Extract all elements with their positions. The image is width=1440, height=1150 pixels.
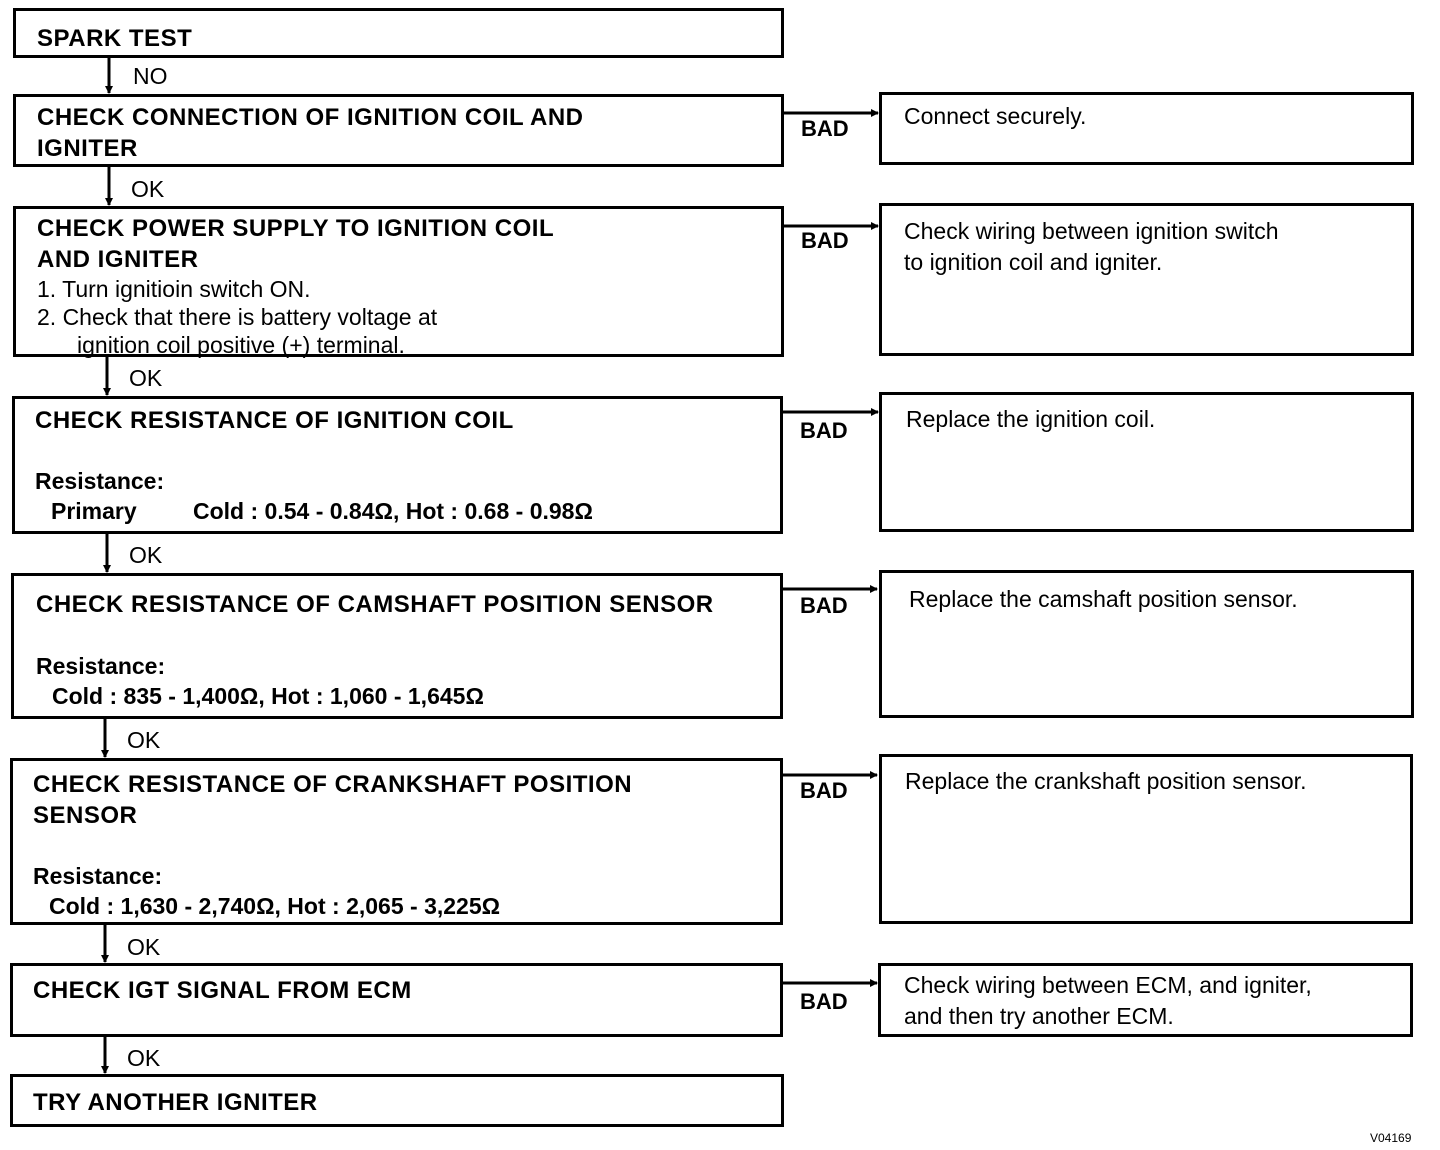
bad-label: BAD: [800, 778, 848, 803]
bad-label: BAD: [800, 593, 848, 618]
bad-label: BAD: [801, 116, 849, 141]
action-box-replace-ignition-coil: [879, 392, 1414, 532]
step-title: SENSOR: [33, 802, 138, 829]
ok-label: OK: [127, 934, 161, 960]
final-step-box: [10, 1074, 784, 1127]
step-title: CHECK IGT SIGNAL FROM ECM: [33, 977, 412, 1004]
action-box-connect-securely: [879, 92, 1414, 165]
procedure-line: 2. Check that there is battery voltage at: [37, 304, 438, 330]
step-title: CHECK POWER SUPPLY TO IGNITION COIL: [37, 215, 555, 242]
step-title: CHECK RESISTANCE OF CAMSHAFT POSITION SENSOR: [36, 591, 714, 618]
final-step-title: TRY ANOTHER IGNITER: [33, 1089, 318, 1116]
ok-label: OK: [127, 1045, 161, 1071]
spec-label: Resistance:: [35, 468, 165, 494]
action-text: Replace the ignition coil.: [906, 406, 1156, 432]
step-title: CHECK RESISTANCE OF IGNITION COIL: [35, 407, 514, 434]
bad-label: BAD: [800, 989, 848, 1014]
action-text: Replace the camshaft position sensor.: [909, 586, 1298, 612]
ok-label: OK: [129, 542, 163, 568]
step-box-power-supply: [13, 206, 784, 357]
spec-value: Cold : 0.54 - 0.84Ω, Hot : 0.68 - 0.98Ω: [193, 498, 593, 524]
step-box-ignition-coil-resistance: [12, 396, 783, 534]
action-text: and then try another ECM.: [904, 1003, 1174, 1029]
step-box-ignition-coil-connection: [13, 94, 784, 167]
procedure-line: 1. Turn ignitioin switch ON.: [37, 276, 311, 302]
spec-label: Resistance:: [33, 863, 163, 889]
action-box-check-wiring-switch: [879, 203, 1414, 356]
step-title: IGNITER: [37, 135, 138, 162]
spark-test-title: SPARK TEST: [37, 25, 193, 52]
action-box-replace-crankshaft-sensor: [879, 754, 1413, 924]
step-box-camshaft-sensor: [11, 573, 783, 719]
step-title: CHECK CONNECTION OF IGNITION COIL AND: [37, 104, 584, 131]
spec-value: Cold : 835 - 1,400Ω, Hot : 1,060 - 1,645Ω: [52, 683, 484, 709]
spec-value: Cold : 1,630 - 2,740Ω, Hot : 2,065 - 3,225Ω: [49, 893, 501, 919]
spark-test-box: [13, 8, 784, 58]
step-box-crankshaft-sensor: [10, 758, 783, 925]
action-text: to ignition coil and igniter.: [904, 249, 1163, 275]
step-title: CHECK RESISTANCE OF CRANKSHAFT POSITION: [33, 771, 633, 798]
no-label: NO: [133, 63, 168, 89]
step-title: AND IGNITER: [37, 246, 199, 273]
spec-name: Primary: [51, 498, 137, 524]
ok-label: OK: [127, 727, 161, 753]
action-box-replace-camshaft-sensor: [879, 570, 1414, 718]
ok-label: OK: [131, 176, 165, 202]
figure-reference: V04169: [1370, 1131, 1412, 1145]
bad-label: BAD: [800, 418, 848, 443]
procedure-line: ignition coil positive (+) terminal.: [77, 332, 405, 358]
action-box-check-wiring-ecm: [878, 963, 1413, 1037]
action-text: Replace the crankshaft position sensor.: [905, 768, 1307, 794]
step-box-igt-signal: [10, 963, 783, 1037]
bad-label: BAD: [801, 228, 849, 253]
action-text: Check wiring between ignition switch: [904, 218, 1279, 244]
action-text: Check wiring between ECM, and igniter,: [904, 972, 1312, 998]
ok-label: OK: [129, 365, 163, 391]
spec-line: [35, 496, 780, 526]
spec-label: Resistance:: [36, 653, 166, 679]
action-text: Connect securely.: [904, 103, 1087, 129]
